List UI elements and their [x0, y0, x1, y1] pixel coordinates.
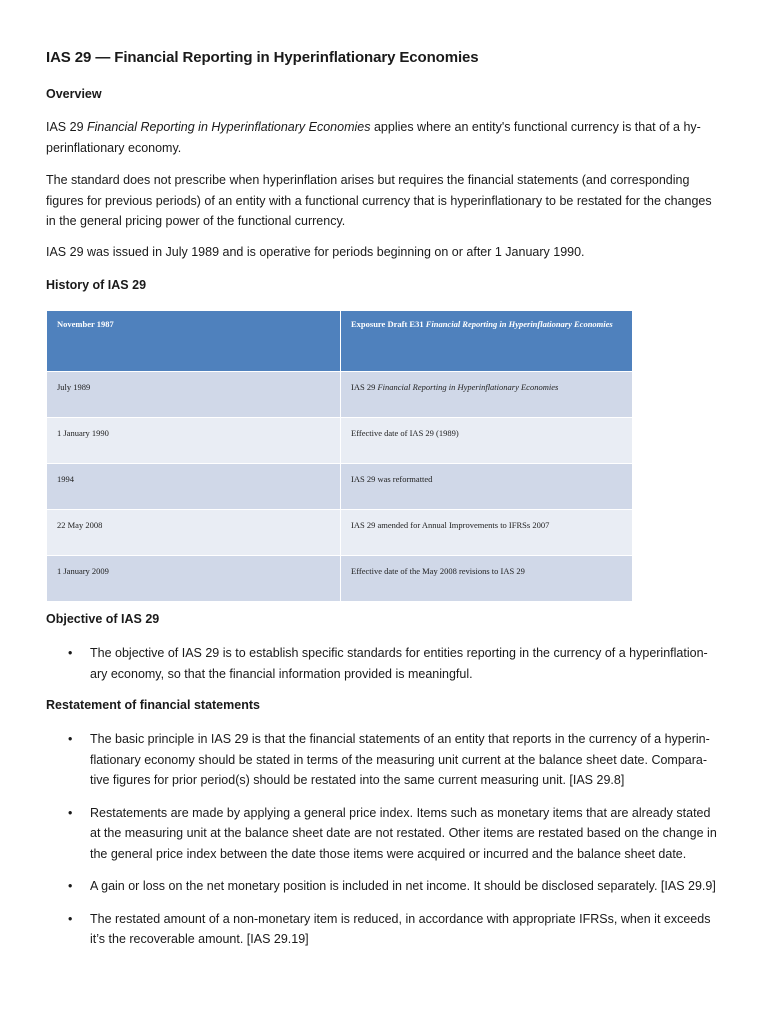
- list-item-text: The basic principle in IAS 29 is that the financial statements of an entity that reports in the currency of a hyperin-flationary economy should be stated in terms of the measuring unit current at the balance sheet date. Compara-tive figures for prior period(s) should be restated into the same current measuring unit. [IAS 29.8]: [90, 732, 710, 787]
- row-date: July 1989: [47, 372, 341, 418]
- bullet-icon: •: [68, 805, 73, 820]
- list-item: [46, 876, 722, 897]
- row-event: [341, 510, 633, 556]
- objective-heading: Objective of IAS 29: [46, 612, 160, 626]
- bullet-icon: •: [68, 646, 73, 660]
- row-date: 1994: [47, 464, 341, 510]
- overview-paragraph-1: [46, 117, 714, 158]
- list-item: [46, 803, 722, 865]
- objective-list: [46, 643, 722, 684]
- list-item-text: The restated amount of a non-monetary item is reduced, in accordance with appropriate IFRSs, when it exceeds it’s the recoverable amount. [IAS 29.19]: [90, 911, 711, 946]
- event-italic: Financial Reporting in Hyperinflationary Economies: [377, 382, 559, 392]
- list-item-text: A gain or loss on the net monetary position is included in net income. It should be disclosed separately. [IAS 29.9]: [90, 879, 716, 893]
- event-prefix: IAS 29: [351, 382, 378, 392]
- header-event: [341, 311, 633, 372]
- event-prefix: IAS 29 amended for Annual Improvements to IFRSs 2007: [351, 520, 550, 530]
- bullet-icon: •: [68, 879, 73, 893]
- header-date: November 1987: [47, 311, 341, 372]
- header-event-prefix: Exposure Draft E31: [351, 319, 426, 329]
- overview-heading: Overview: [46, 87, 102, 101]
- event-prefix: Effective date of IAS 29 (1989): [351, 428, 459, 438]
- row-date: 1 January 2009: [47, 556, 341, 602]
- table-row: [47, 418, 633, 464]
- restatement-heading: Restatement of financial statements: [46, 698, 260, 712]
- row-event: [341, 418, 633, 464]
- overview-paragraph-3: IAS 29 was issued in July 1989 and is operative for periods beginning on or after 1 January 1990.: [46, 245, 585, 259]
- restatement-list: [46, 729, 722, 950]
- table-row: [47, 464, 633, 510]
- list-item-text: The objective of IAS 29 is to establish specific standards for entities reporting in the currency of a hyperinflation-ary economy, so that the financial information provided is meaningful.: [90, 646, 708, 681]
- row-event: [341, 556, 633, 602]
- p1-suffix: applies where an entity's functional currency is that of a hy-perinflationary economy.: [46, 120, 701, 155]
- overview-paragraph-2: The standard does not prescribe when hyperinflation arises but requires the financial statements (and corresponding figures for previous periods) of an entity with a functional currency that is hyperinflationary to be restated for the changes in the general pricing power of the functional currency.: [46, 173, 712, 228]
- history-heading: History of IAS 29: [46, 278, 147, 292]
- event-prefix: IAS 29 was reformatted: [351, 474, 433, 484]
- event-prefix: Effective date of the May 2008 revisions to IAS 29: [351, 566, 525, 576]
- p1-prefix: IAS 29: [46, 120, 87, 134]
- row-date: 1 January 1990: [47, 418, 341, 464]
- list-item: [46, 643, 722, 684]
- bullet-icon: •: [68, 911, 73, 926]
- row-event: [341, 464, 633, 510]
- header-event-italic: Financial Reporting in Hyperinflationary Economies: [425, 319, 613, 329]
- row-date: 22 May 2008: [47, 510, 341, 556]
- table-row: [47, 510, 633, 556]
- p1-italic-title: Financial Reporting in Hyperinflationary Economies: [87, 120, 371, 134]
- list-item: [46, 909, 722, 950]
- table-row: [47, 556, 633, 602]
- list-item-text: Restatements are made by applying a general price index. Items such as monetary items that are already stated at the measuring unit at the balance sheet date are not restated. Other items are restated based on the change in the general price index between the date those items were acquired or incurred and the balance sheet date.: [90, 805, 717, 861]
- history-table-header: [47, 311, 633, 372]
- table-row: [47, 372, 633, 418]
- list-item: [46, 729, 722, 791]
- row-event: [341, 372, 633, 418]
- page-title: IAS 29 — Financial Reporting in Hyperinflationary Economies: [46, 49, 479, 66]
- bullet-icon: •: [68, 732, 73, 746]
- history-table: [46, 310, 633, 602]
